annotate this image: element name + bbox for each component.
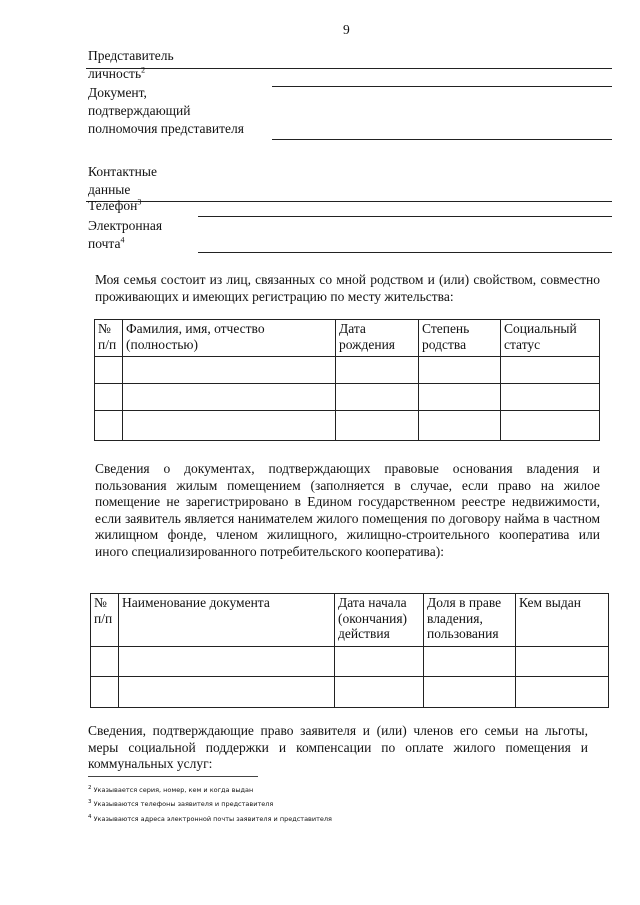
table-cell[interactable] [95,357,123,384]
family-table [94,319,600,441]
phone-label: Телефон$^3$ [88,197,142,213]
contacts-label-2: данные [88,182,131,197]
table-cell[interactable] [123,357,336,384]
col-header-issued-by: Кем выдан [516,594,609,647]
email-label: Электронная [88,218,163,233]
table-cell[interactable] [119,647,335,677]
contacts-label: Контактные [88,164,157,179]
footnote-ref-2: 2 [141,65,146,75]
identity-field-line[interactable] [272,86,612,87]
representative-label: Представитель [88,48,174,63]
table-cell[interactable] [91,677,119,708]
family-table-header-row [95,320,600,357]
document-label-3: полномочия представителя [88,121,244,136]
table-cell[interactable] [95,411,123,441]
table-row [95,384,600,411]
col-header-social-status: Социальный статус [501,320,600,357]
col-header-number: № п/п [95,320,123,357]
table-cell[interactable] [419,411,501,441]
footnote-separator [88,776,258,777]
table-cell[interactable] [91,647,119,677]
table-row [91,647,609,677]
footnote-2: $^2$ Указывается серия, номер, кем и когда выдан [88,784,254,794]
table-cell[interactable] [119,677,335,708]
email-label-2: почта$^4$ [88,235,125,251]
documents-table-header-row [91,594,609,647]
table-cell[interactable] [419,384,501,411]
representative-field-line[interactable] [86,68,612,69]
table-row [95,357,600,384]
family-intro-paragraph: Моя семья состоит из лиц, связанных со мной родством и (или) свойством, совместно проживающих и имеющих регистрацию по месту жительства: [95,272,600,304]
footnote-4: $^4$ Указываются адреса электронной почты заявителя и представителя [88,813,332,823]
documents-intro-paragraph: Сведения о документах, подтверждающих правовые основания владения и пользования жилым помещением (заполняется в случае, если право на жилое помещение не зарегистрировано в Едином государственном реестре недвижимости, если заявитель является нанимателем жилого помещения по договору найма в частном жилищном фонде, членом жилищного, жилищно-строительного кооператива или иного специализированного потребительского кооператива): [95,461,600,559]
page-number: 9 [343,22,350,37]
phone-field-line[interactable] [198,216,612,217]
authority-document-field-line[interactable] [272,139,612,140]
col-header-validity-dates: Дата начала (окончания) действия [335,594,424,647]
table-cell[interactable] [336,357,419,384]
footnote-ref-4: 4 [120,235,125,245]
table-cell[interactable] [501,384,600,411]
benefits-intro-paragraph: Сведения, подтверждающие право заявителя и (или) членов его семьи на льготы, меры социальной поддержки и компенсации по оплате жилого помещения и коммунальных услуг: [88,723,588,771]
table-cell[interactable] [516,647,609,677]
col-header-birth-date: Дата рождения [336,320,419,357]
contacts-field-line[interactable] [86,201,612,202]
table-cell[interactable] [95,384,123,411]
col-header-relationship: Степень родства [419,320,501,357]
document-label-2: подтверждающий [88,103,191,118]
table-row [91,677,609,708]
table-cell[interactable] [424,677,516,708]
table-cell[interactable] [336,411,419,441]
col-header-document-name: Наименование документа [119,594,335,647]
email-field-line[interactable] [198,252,612,253]
document-label: Документ, [88,85,147,100]
table-cell[interactable] [123,384,336,411]
footnote-ref-3: 3 [137,197,142,207]
table-cell[interactable] [424,647,516,677]
table-cell[interactable] [501,411,600,441]
table-cell[interactable] [123,411,336,441]
col-header-full-name: Фамилия, имя, отчество (полностью) [123,320,336,357]
representative-identity-label: личность$^2$ [88,65,146,81]
footnote-3: $^3$ Указываются телефоны заявителя и представителя [88,798,274,808]
table-cell[interactable] [336,384,419,411]
col-header-number: № п/п [91,594,119,647]
table-cell[interactable] [516,677,609,708]
table-cell[interactable] [335,677,424,708]
table-cell[interactable] [501,357,600,384]
table-cell[interactable] [419,357,501,384]
documents-table [90,593,609,708]
table-row [95,411,600,441]
col-header-ownership-share: Доля в праве владения, пользования [424,594,516,647]
table-cell[interactable] [335,647,424,677]
